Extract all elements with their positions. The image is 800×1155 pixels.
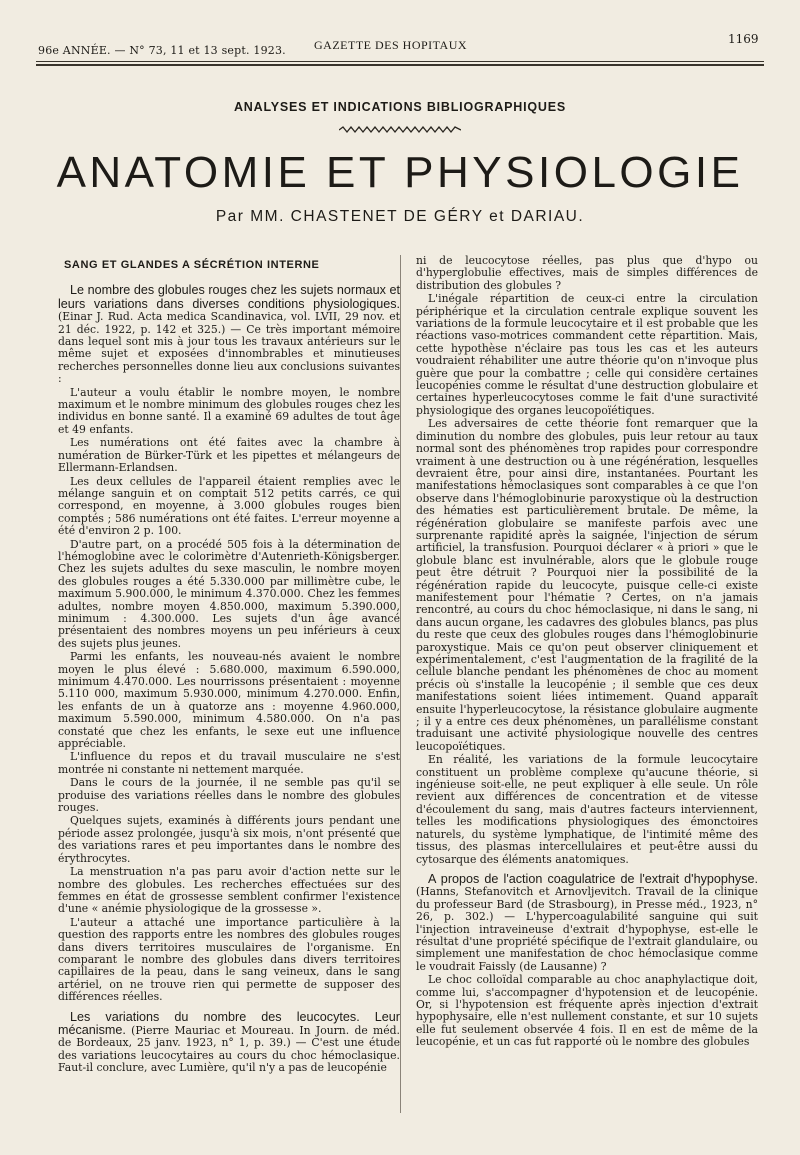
- header-rule-bottom: [36, 64, 764, 66]
- article-lead: Les variations du nombre des leucocytes. Leur mécanisme.: [58, 1009, 400, 1037]
- ornament-divider: [339, 126, 461, 134]
- paragraph: Les deux cellules de l'appareil étaient remplies avec le mélange sanguin et on comptait 512 petits carrés, ce qui correspond, en moyenne, à 3.000 globules rouges bien comptés ; 586 numérations ont été faites. L'erreur moyenne a été d'environ 2 p. 100.: [58, 474, 400, 538]
- article-reference: (Pierre Mauriac et Moureau. In Journ. de méd. de Bordeaux, 25 janv. 1923, n° 1, p. 39.) — C'est une étude des variations leucocytaires au cours du choc hémoclasique. Faut-il conclure, avec Lumière, qu'il n'y a pas de leucopénie: [58, 1023, 400, 1075]
- section-kicker: ANALYSES ET INDICATIONS BIBLIOGRAPHIQUES: [233, 100, 567, 114]
- paragraph: Dans le cours de la journée, il ne semble pas qu'il se produise des variations réelles dans le nombre des globules rouges.: [58, 776, 400, 815]
- article-reference: (Einar J. Rud. Acta medica Scandinavica, vol. LVII, 29 nov. et 21 déc. 1922, p. 142 et 325.) — Ce très important mémoire dans lequel sont mis à jour tous les travaux antérieurs sur le même sujet et exposées d'innombrables et minutieuses recherches personnelles donne lieu aux conclusions suivantes :: [58, 310, 400, 386]
- header-rule-top: [36, 61, 764, 62]
- byline: Par MM. CHASTENET DE GÉRY et DARIAU.: [215, 208, 585, 225]
- paragraph: Quelques sujets, examinés à différents jours pendant une période assez prolongée, jusqu'à six mois, n'ont présenté que des variations rares et peu importantes dans le nombre des érythrocytes.: [58, 814, 400, 865]
- page-number: 1169: [728, 32, 759, 46]
- article-intro: [416, 873, 758, 973]
- paragraph: Les adversaires de cette théorie font remarquer que la diminution du nombre des globules, puis leur retour au taux normal sont des phénomènes trop rapides pour correspondre vraiment à une destruction ou à une régénération, lesquelles devraient être, pour ainsi dire, instantanées. Pourtant les manifestations hémoclasiques sont comparables à ce que l'on observe dans l'hémoglobinurie paroxystique où la destruction des hématies est particulièrement brutale. De même, la régénération globulaire se manifeste parfois avec une surprenante rapidité après la saignée, l'injection de sérum artificiel, la transfusion. Pourquoi déclarer « à priori » que le globule blanc est invulnérable, alors que le globule rouge peut être détruit ? Pourquoi nier la possibilité de la régénération rapide du leucocyte, puisque celle-ci existe manifestement pour l'hématie ? Certes, on n'a jamais rencontré, au cours du choc hémoclasique, ni dans le sang, ni dans aucun organe, les cadavres des globules blancs, pas plus du reste que ceux des globules rouges dans l'hémoglobinurie paroxystique. Mais ce qu'on peut observer cliniquement et expérimentalement, c'est l'augmentation de la fragilité de la cellule blanche pendant les phénomènes de choc au moment précis où s'installe la leucopénie ; il semble que ces deux manifestations soient liées intimement. Quand apparaît ensuite l'hyperleucocytose, la résistance globulaire augmente ; il y a entre ces deux phénomènes, un parallélisme constant traduisant une activité physiologique nouvelle des centres leucopoïétiques.: [416, 417, 758, 753]
- paragraph: La menstruation n'a pas paru avoir d'action nette sur le nombre des globules. Les recherches effectuées sur des femmes en état de grossesse semblent confirmer l'existence d'une « anémie physiologique de la grossesse ».: [58, 865, 400, 916]
- paragraph: Le choc colloïdal comparable au choc anaphylactique doit, comme lui, s'accompagner d'hypotension et de leucopénie. Or, si l'hypotension est fréquente après injection d'extrait hypophysaire, elle n'est nullement constante, et sur 10 sujets elle fut seulement observée 4 fois. Il en est de même de la leucopénie, et un cas fut rapporté où le nombre des globules: [416, 973, 758, 1049]
- paragraph: L'inégale répartition de ceux-ci entre la circulation périphérique et la circulation centrale explique souvent les variations de la formule leucocytaire et il est probable que les réactions vaso-motrices commandent cette répartition. Mais, cette hypothèse n'éclaire pas tous les cas et les auteurs voudraient réhabiliter une autre théorie qu'on n'invoque plus guère que pour la combattre ; celle qui considère certaines leucopénies comme le résultat d'une destruction globulaire et certaines hyperleucocytoses comme le fait d'une suractivité physiologique des organes leucopoïétiques.: [416, 292, 758, 417]
- article-lead: Le nombre des globules rouges chez les sujets normaux et leurs variations dans diverses conditions physiologiques.: [58, 283, 400, 311]
- paragraph: D'autre part, on a procédé 505 fois à la détermination de l'hémoglobine avec le colorimètre d'Autenrieth-Königsberger. Chez les sujets adultes du sexe masculin, le nombre moyen des globules rouges a été 5.330.000 par millimètre cube, le maximum 5.900.000, le minimum 4.370.000. Chez les femmes adultes, nombre moyen 4.850.000, maximum 5.390.000, minimum : 4.300.000. Les sujets d'un âge avancé présentaient des nombres moyens un peu inférieurs à ceux des sujets plus jeunes.: [58, 537, 400, 650]
- article-reference: (Hanns, Stefanovitch et Arnovljevitch. Travail de la clinique du professeur Bard (de Strasbourg), in Presse méd., 1923, n° 26, p. 302.) — L'hypercoagulabilité sanguine qui suit l'injection intraveineuse d'extrait d'hypophyse, est-elle le résultat d'une propriété spécifique de l'extrait glandulaire, ou simplement une manifestation de choc hémoclasique comme le voudrait Faissly (de Lausanne) ?: [416, 885, 758, 973]
- issue-info: 96e ANNÉE. — N° 73, 11 et 13 sept. 1923.: [38, 44, 286, 57]
- section-rubric: SANG ET GLANDES A SÉCRÉTION INTERNE: [64, 259, 320, 271]
- paragraph: Les numérations ont été faites avec la chambre à numération de Bürker-Türk et les pipettes et mélangeurs de Ellermann-Erlandsen.: [58, 436, 400, 475]
- article-intro: [58, 284, 400, 385]
- article-lead: A propos de l'action coagulatrice de l'extrait d'hypophyse.: [428, 871, 758, 886]
- paragraph: L'auteur a attaché une importance particulière à la question des rapports entre les nombres des globules rouges dans divers territoires musculaires de l'organisme. En comparant le nombre des globules dans divers territoires capillaires de la peau, dans le sang veineux, dans le sang artériel, on ne trouve rien qui permette de supposer des différences réelles.: [58, 915, 400, 1004]
- column-divider: [400, 255, 401, 1113]
- right-column: [416, 255, 758, 1050]
- paragraph: En réalité, les variations de la formule leucocytaire constituent un problème complexe qu'aucune théorie, si ingénieuse soit-elle, ne peut expliquer à elle seule. Un rôle revient aux différences de concentration et de vitesse d'écoulement du sang, mais d'autres facteurs interviennent, telles les modifications physiologiques des émonctoires naturels, du système lymphatique, de l'intimité même des tissus, des plasmas intercellulaires et peut-être aussi du cytosarque des éléments anatomiques.: [416, 753, 758, 866]
- article-intro: [58, 1011, 400, 1075]
- paragraph: ni de leucocytose réelles, pas plus que d'hypo ou d'hyperglobulie effectives, mais de simples différences de distribution des globules ?: [416, 254, 758, 292]
- journal-name: GAZETTE DES HOPITAUX: [314, 38, 468, 52]
- left-column: [58, 255, 400, 1076]
- paragraph: Parmi les enfants, les nouveau-nés avaient le nombre moyen le plus élevé : 5.680.000, maximum 6.590.000, minimum 4.470.000. Les nourrissons présentaient : moyenne 5.110 000, maximum 5.930.000, minimum 4.270.000. Enfin, les enfants de un à quatorze ans : moyenne 4.960.000, maximum 5.590.000, minimum 4.580.000. On n'a pas constaté que chez les enfants, le sexe eut une influence appréciable.: [58, 650, 400, 751]
- paragraph: L'influence du repos et du travail musculaire ne s'est montrée ni constante ni nettement marquée.: [58, 750, 400, 776]
- page-title: ANATOMIE ET PHYSIOLOGIE: [56, 148, 744, 197]
- paragraph: L'auteur a voulu établir le nombre moyen, le nombre maximum et le nombre minimum des globules rouges chez les individus en bonne santé. Il a examiné 69 adultes de tout âge et 49 enfants.: [58, 385, 400, 436]
